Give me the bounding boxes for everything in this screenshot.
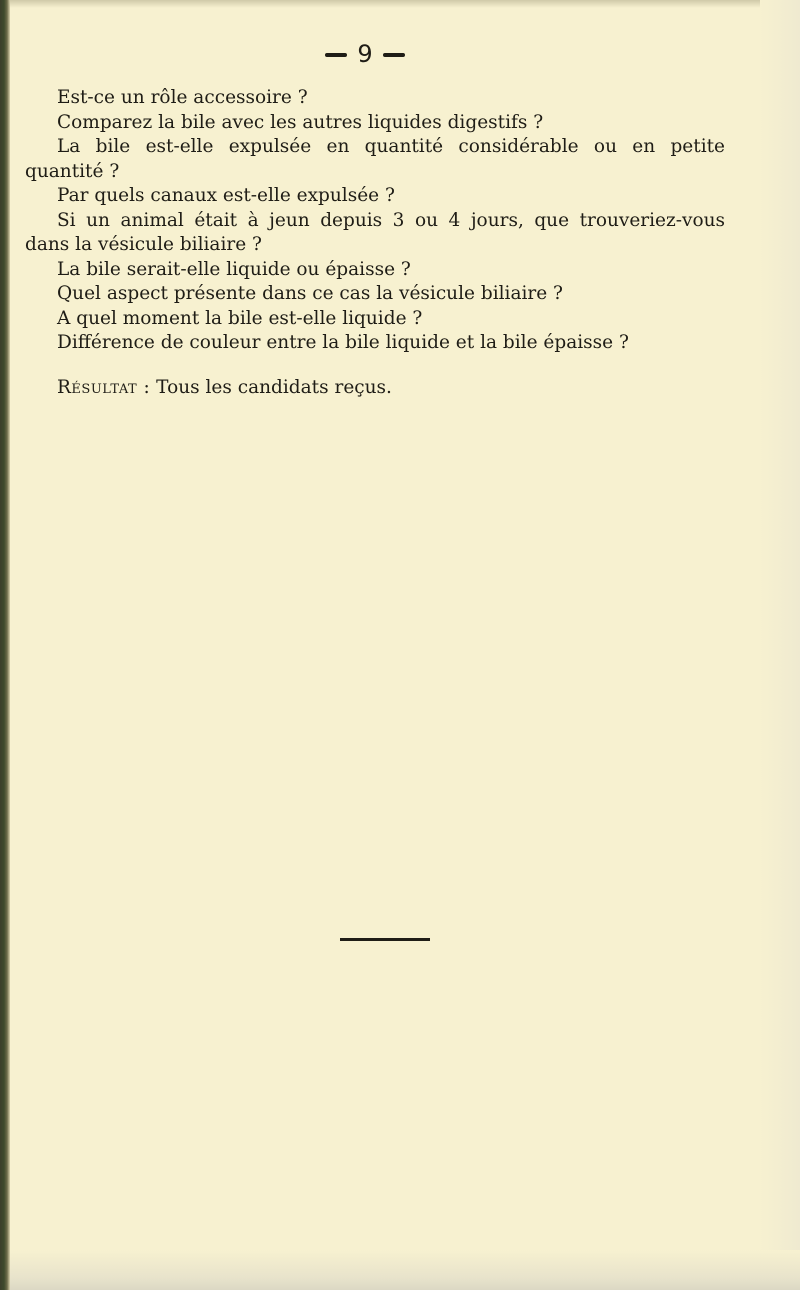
result-line	[25, 376, 725, 401]
question-line: La bile serait-elle liquide ou épaisse ?	[57, 258, 411, 280]
question-line: La bile est-elle expulsée en quantité considérable ou en petite	[57, 136, 725, 157]
question-line: Différence de couleur entre la bile liquide et la bile épaisse ?	[57, 332, 629, 353]
question-line: quantité ?	[25, 160, 120, 182]
question-line: Si un animal était à jeun depuis 3 ou 4 jours, que trouveriez-vous	[57, 209, 725, 231]
binding-edge	[0, 0, 10, 1290]
question-line: A quel moment la bile est-elle liquide ?	[57, 307, 423, 329]
page-bottom-edge	[0, 1250, 800, 1290]
question-line: Comparez la bile avec les autres liquides digestifs ?	[57, 111, 544, 133]
separator-rule	[340, 938, 430, 941]
question-line: dans la vésicule biliaire ?	[25, 234, 262, 255]
page-top-edge	[0, 0, 800, 8]
dash-left	[325, 53, 347, 57]
question-line: Par quels canaux est-elle expulsée ?	[57, 185, 395, 206]
result-text: Tous les candidats reçus.	[156, 376, 392, 398]
dash-right	[383, 53, 405, 57]
page-right-edge	[760, 0, 800, 1290]
question-line: Est-ce un rôle accessoire ?	[57, 87, 308, 108]
question-line: Quel aspect présente dans ce cas la vésicule biliaire ?	[57, 283, 563, 304]
page-number-header	[0, 40, 730, 68]
result-label: Résultat :	[57, 376, 151, 398]
page-number: 9	[357, 40, 373, 68]
question-list	[25, 86, 725, 400]
